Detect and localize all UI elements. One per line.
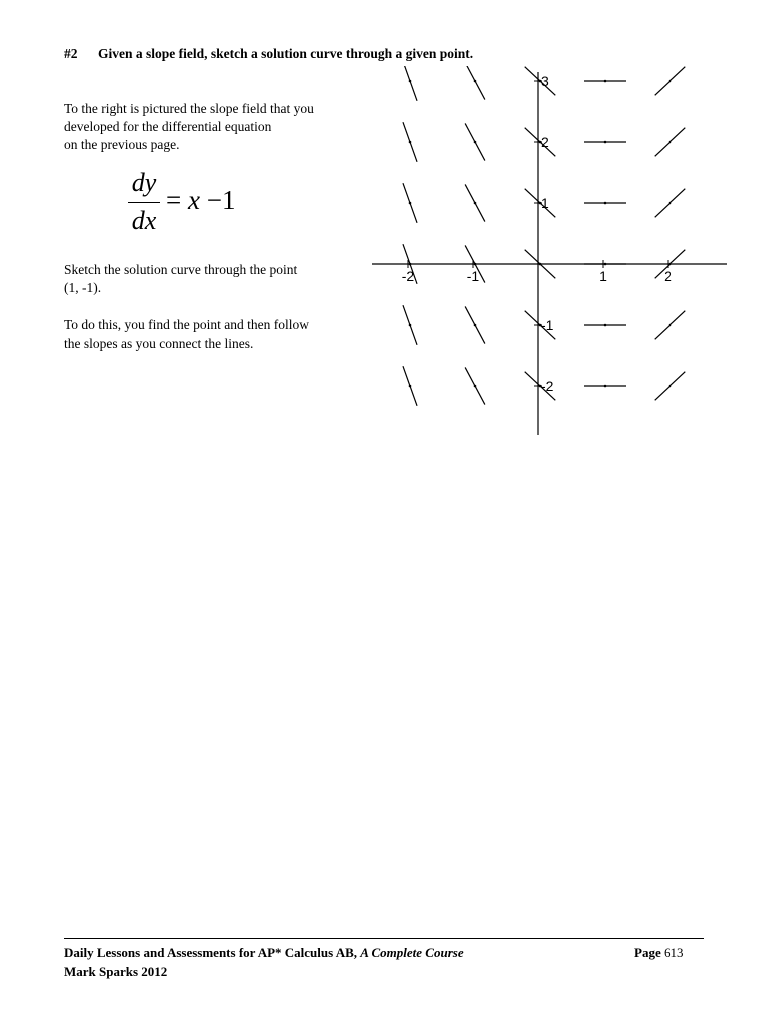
- footer-page: [634, 943, 683, 962]
- x-tick-label: 2: [664, 268, 672, 284]
- intro-paragraph: [64, 100, 354, 154]
- fraction-denominator: dx: [131, 206, 157, 235]
- grid-point: [474, 324, 477, 327]
- grid-point: [604, 80, 607, 83]
- grid-point: [539, 263, 542, 266]
- grid-point: [604, 385, 607, 388]
- grid-point: [669, 324, 672, 327]
- equation-operator: −: [206, 185, 222, 215]
- grid-point: [409, 324, 412, 327]
- grid-point: [539, 80, 542, 83]
- equation-variable: x: [187, 185, 200, 215]
- y-tick-label: -1: [541, 317, 554, 333]
- task-line: (1, -1).: [64, 280, 102, 295]
- intro-line: on the previous page.: [64, 137, 180, 152]
- slope-segment: [403, 66, 417, 101]
- problem-number: #2: [64, 46, 78, 61]
- instruction-line: To do this, you find the point and then follow: [64, 317, 310, 332]
- grid-point: [474, 80, 477, 83]
- intro-line: To the right is pictured the slope field that you: [64, 101, 314, 116]
- x-tick-label: -2: [401, 268, 415, 284]
- x-tick-label: 1: [599, 268, 607, 284]
- grid-point: [409, 202, 412, 205]
- equation-right-side: [166, 185, 235, 216]
- fraction-numerator: dy: [131, 168, 157, 197]
- grid-point: [669, 263, 672, 266]
- problem-heading: [64, 46, 534, 62]
- slope-field-graph: [365, 66, 730, 441]
- grid-point: [669, 202, 672, 205]
- grid-point: [539, 141, 542, 144]
- y-tick-label: 3: [541, 73, 549, 89]
- grid-point: [604, 141, 607, 144]
- y-tick-label: 2: [541, 134, 549, 150]
- equals-sign: =: [166, 185, 182, 215]
- grid-point: [604, 263, 607, 266]
- fraction-bar: [128, 202, 160, 203]
- instruction-line: the slopes as you connect the lines.: [64, 336, 254, 351]
- slope-segment: [465, 66, 485, 100]
- footer-book-subtitle: A Complete Course: [360, 945, 464, 960]
- footer-credits: [64, 943, 464, 981]
- task-paragraph: [64, 261, 354, 297]
- grid-point: [669, 385, 672, 388]
- footer-author: Mark Sparks 2012: [64, 964, 168, 979]
- grid-point: [474, 141, 477, 144]
- y-tick-label: 1: [541, 195, 549, 211]
- grid-point: [539, 385, 542, 388]
- footer-divider: [64, 938, 704, 939]
- grid-point: [409, 80, 412, 83]
- footer-book-title: [64, 943, 464, 962]
- problem-title: Given a slope field, sketch a solution curve through a given point.: [98, 46, 474, 61]
- grid-point: [669, 141, 672, 144]
- grid-point: [669, 80, 672, 83]
- grid-point: [474, 385, 477, 388]
- grid-point: [409, 385, 412, 388]
- footer-book-title-text: Daily Lessons and Assessments for AP* Calculus AB,: [64, 945, 361, 960]
- grid-point: [474, 202, 477, 205]
- grid-point: [539, 202, 542, 205]
- grid-point: [409, 263, 412, 266]
- instructions-paragraph: [64, 315, 354, 353]
- page-label: Page: [634, 945, 661, 960]
- equation-constant: 1: [221, 185, 236, 215]
- task-line: Sketch the solution curve through the point: [64, 262, 298, 277]
- page-number: 613: [663, 945, 684, 960]
- grid-point: [604, 324, 607, 327]
- grid-point: [604, 202, 607, 205]
- intro-line: developed for the differential equation: [64, 119, 272, 134]
- x-tick-label: -1: [466, 268, 480, 284]
- grid-point: [409, 141, 412, 144]
- grid-point: [539, 324, 542, 327]
- y-tick-label: -2: [541, 378, 554, 394]
- grid-point: [474, 263, 477, 266]
- differential-equation: [126, 168, 266, 240]
